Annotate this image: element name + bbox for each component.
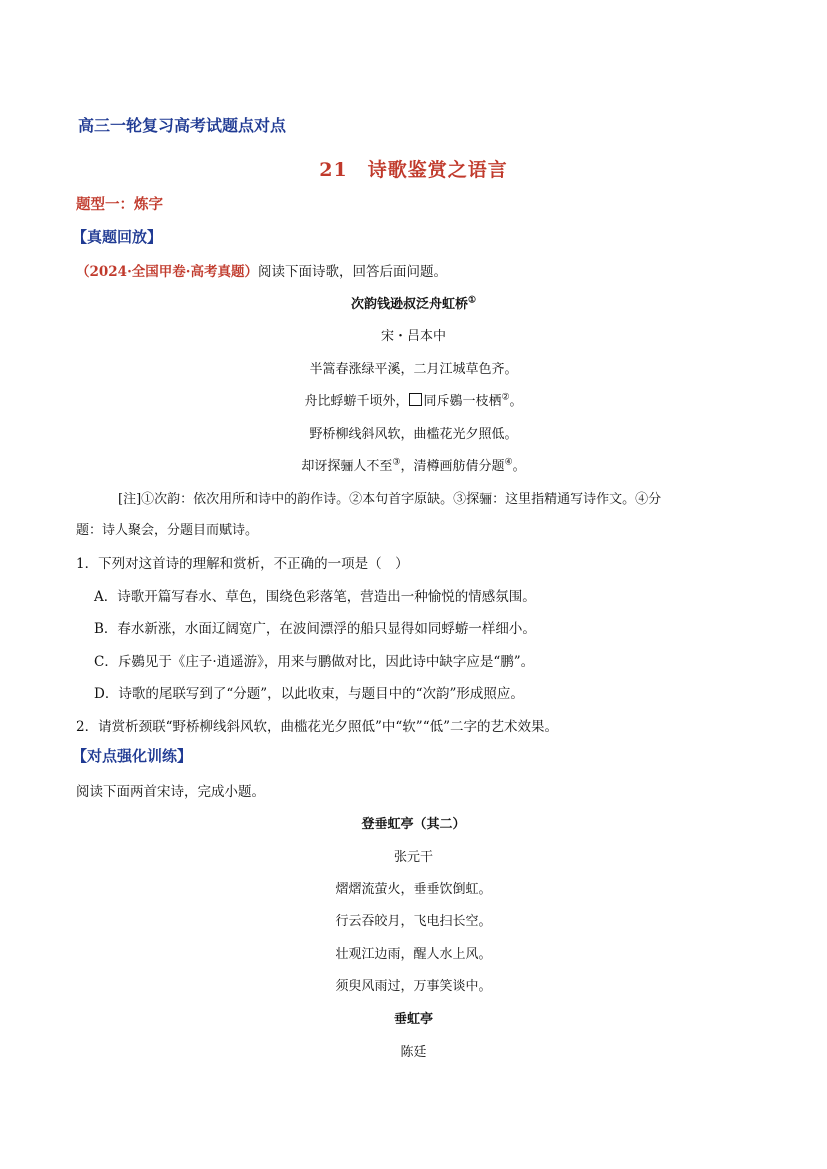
question-1-option-c: C．斥鷃见于《庄子·逍遥游》，用来与鹏做对比，因此诗中缺字应是“鹏”。 (94, 654, 535, 670)
question-1-option-d: D．诗歌的尾联写到了“分题”，以此收束，与题目中的“次韵”形成照应。 (94, 686, 524, 702)
poem1-line-1: 半篙春涨绿平溪，二月江城草色齐。 (309, 362, 518, 377)
question-2-stem: 2．请赏析颈联“野桥柳线斜风软，曲槛花光夕照低”中“软”“低”二字的艺术效果。 (76, 719, 558, 735)
poem1-line-2: 舟比蜉蝣千顷外， 同斥鷃一枝栖②。 (304, 392, 523, 409)
poem3-title: 垂虹亭 (393, 1012, 433, 1027)
section-heading-training: 【对点强化训练】 (72, 747, 193, 765)
exam-source-line (76, 260, 447, 280)
poem2-line-2: 行云吞皎月，飞电扫长空。 (335, 914, 492, 929)
poem2-title: 登垂虹亭（其二） (361, 817, 466, 832)
poem2-line-3: 壮观江边雨，醒人水上风。 (335, 947, 492, 962)
page-title: 21 诗歌鉴赏之语言 (319, 159, 508, 181)
question-1-stem: 1．下列对这首诗的理解和赏析，不正确的一项是（ ） (76, 556, 409, 572)
missing-char-box (409, 393, 422, 406)
poem1-notes-line-1: [注]①次韵：依次用所和诗中的韵作诗。②本句首字原缺。③探骊：这里指精通写诗作文。④分 (118, 492, 662, 507)
poem2-line-1: 熠熠流萤火，垂垂饮倒虹。 (335, 882, 492, 897)
poem1-line-3: 野桥柳线斜风软，曲槛花光夕照低。 (309, 427, 518, 442)
exam-source: （2024·全国甲卷·高考真题） (76, 264, 258, 280)
poem1-title: 次韵钱逊叔泛舟虹桥① (350, 295, 477, 312)
exam-instruction: 阅读下面诗歌，回答后面问题。 (257, 264, 447, 280)
poem1-notes-line-2: 题：诗人聚会，分题目而赋诗。 (76, 523, 259, 538)
poem3-author: 陈廷 (400, 1045, 427, 1060)
section-heading-real-exam: 【真题回放】 (72, 228, 163, 246)
series-title: 高三一轮复习高考试题点对点 (78, 116, 287, 135)
training-instruction: 阅读下面两首宋诗，完成小题。 (76, 784, 265, 800)
poem1-title-note: ① (467, 295, 477, 306)
poem1-line-4: 却讶探骊人不至③，清樽画舫倩分题④。 (301, 457, 526, 474)
question-type-heading: 题型一：炼字 (76, 196, 163, 213)
poem1-author: 宋・吕本中 (380, 329, 446, 344)
poem2-author: 张元干 (393, 850, 433, 865)
poem2-line-4: 须臾风雨过，万事笑谈中。 (335, 979, 492, 994)
question-1-option-b: B．春水新涨，水面辽阔宽广，在波间漂浮的船只显得如同蜉蝣一样细小。 (94, 621, 536, 637)
question-1-option-a: A．诗歌开篇写春水、草色，围绕色彩落笔，营造出一种愉悦的情感氛围。 (94, 589, 536, 605)
